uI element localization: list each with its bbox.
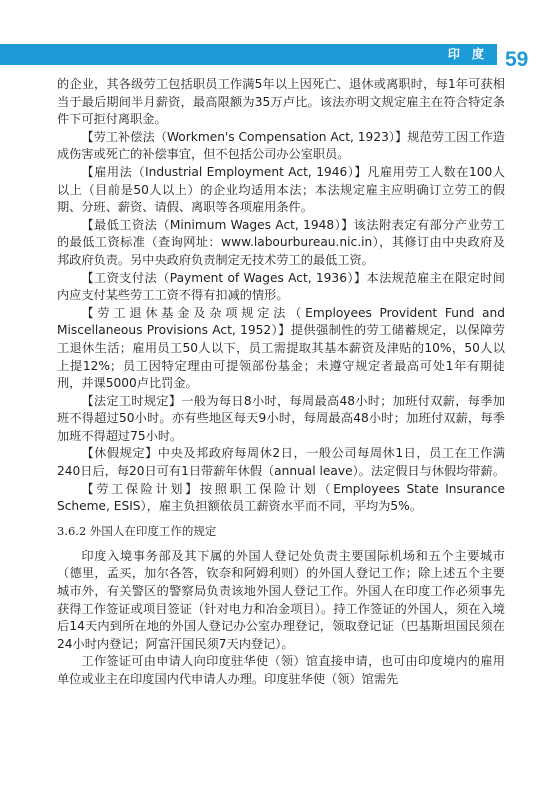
section-heading: 3.6.2 外国人在印度工作的规定 <box>57 523 217 538</box>
paragraph-payment-of-wages: 【工资支付法（Payment of Wages Act, 1936）】本法规范雇主在限定时间内应支付某些劳工工资不得有扣减的情形。 <box>57 270 505 303</box>
page-number: 59 <box>505 48 529 71</box>
paragraph-provident-fund: 【劳工退休基金及杂项规定法（Employees Provident Fund and Miscellaneous Provisions Act, 1952）】提供强制性的劳工储蓄规定，以保障劳工退休生活；雇用员工50人以下，员工需提取其基本薪资及津贴的10%，50人以上提12%；员工因特定理由可提领部份基金；未遵守规定者最高可处1年有期徒刑，并课5000卢比罚金。 <box>57 305 505 391</box>
page-body <box>57 76 505 689</box>
paragraph-minimum-wages: 【最低工资法（Minimum Wages Act, 1948）】该法附表定有部分产业劳工的最低工资标准（查询网址：www.labourbureau.nic.in），其修订由中央政府及邦政府负责。另中央政府负责制定无技术劳工的最低工资。 <box>57 217 505 267</box>
paragraph-insurance-scheme: 【劳工保险计划】按照职工保险计划（Employees State Insurance Scheme, ESIS），雇主负担额依员工薪资水平而不同，平均为5%。 <box>57 481 505 514</box>
paragraph-leave: 【休假规定】中央及邦政府每周休2日，一般公司每周休1日，员工在工作满240日后，每20日可有1日带薪年休假（annual leave）。法定假日与休假均带薪。 <box>57 446 505 479</box>
running-header-title: 印 度 <box>447 47 488 61</box>
paragraph-work-visa: 工作签证可由申请人向印度驻华使（领）馆直接申请，也可由印度境内的雇用单位或业主在印度国内代申请人办理。印度驻华使（领）馆需先 <box>57 654 505 686</box>
paragraph-working-hours: 【法定工时规定】一般为每日8小时，每周最高48小时；加班付双薪，每季加班不得超过50小时。亦有些地区每天9小时，每周最高48小时；加班付双薪，每季加班不得超过75小时。 <box>57 393 505 443</box>
paragraph-industrial-employment: 【雇用法（Industrial Employment Act, 1946）】凡雇用劳工人数在100人以上（目前是50人以上）的企业均适用本法；本法规定雇主应明确订立劳工的假期、分班、薪资、请假、离职等各项雇用条件。 <box>57 164 505 215</box>
paragraph-workmen-compensation: 【劳工补偿法（Workmen's Compensation Act, 1923）】规范劳工因工作造成伤害或死亡的补偿事宜，但不包括公司办公室职员。 <box>57 129 505 162</box>
paragraph-severance-continuation: 的企业，其各级劳工包括职员工作满5年以上因死亡、退休或离职时，每1年可获相当于最后期间半月薪资，最高限额为35万卢比。该法亦明文规定雇主在符合特定条件下可拒付离职金。 <box>57 77 505 127</box>
paragraph-foreigner-registration: 印度入境事务部及其下属的外国人登记处负责主要国际机场和五个主要城市（德里，孟买，加尔各答，钦奈和阿姆利则）的外国人登记工作；除上述五个主要城市外，有关警区的警察局负责该地外国人登记工作。外国人在印度工作必须事先获得工作签证或项目签证（针对电力和冶金项目）。持工作签证的外国人，须在入境后14天内到所在地的外国人登记办公室办理登记，领取登记证（巴基斯坦国民须在24小时内登记；阿富汗国民须7天内登记）。 <box>57 548 505 651</box>
